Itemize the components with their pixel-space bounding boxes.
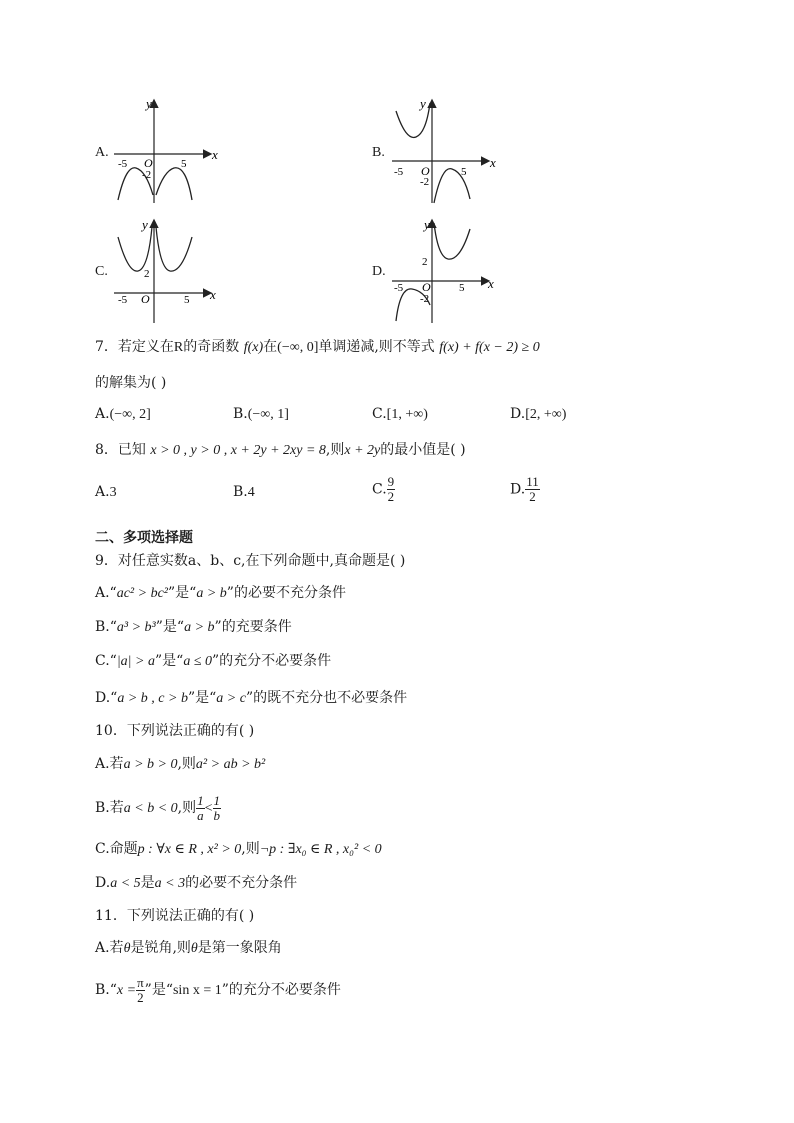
option-d-label: D. xyxy=(372,264,386,279)
curve-right xyxy=(156,227,192,271)
q9-option-d: D.“a > b , c > b”是“a > c”的既不充分也不必要条件 xyxy=(95,690,408,706)
tick-pos: 5 xyxy=(461,166,467,178)
question-8: 8．已知 x > 0 , y > 0 , x + 2y + 2xy = 8,则x + 2y的最小值是( ) xyxy=(95,442,466,458)
q8-option-a: A.3 xyxy=(95,484,117,500)
tick-pos: 5 xyxy=(459,282,465,294)
tick-neg: -5 xyxy=(394,166,404,178)
axis-label-x: x xyxy=(210,287,216,302)
question-7-line2: 的解集为( ) xyxy=(95,375,167,391)
fraction: $\frac{\pi}{2}$ xyxy=(137,974,144,1005)
q8-option-d: D. $\frac{11}{2}$ xyxy=(510,474,539,504)
tick-neg: -5 xyxy=(118,294,128,306)
option-b-label: B. xyxy=(372,145,385,160)
q7-option-b: B.(−∞, 1] xyxy=(233,406,289,422)
graph-d xyxy=(390,215,502,327)
q11-option-b: B.“x = $\frac{\pi}{2}$ ”是“sin x = 1”的充分不必要条件 xyxy=(95,974,341,1005)
q10-option-d: D.a < 5是a < 3的必要不充分条件 xyxy=(95,875,298,891)
q10-option-b: B.若a < b < 0,则 $\frac{1}{a}$ < $\frac{1}{b}$ xyxy=(95,792,221,823)
q10-option-c: C.命题p : ∀x ∈ R , x² > 0,则¬p : ∃x₀ ∈ R , x₀² < 0 xyxy=(95,841,382,857)
q8-option-c: C. $\frac{9}{2}$ xyxy=(372,474,395,504)
tick-y: -2 xyxy=(420,176,430,188)
q7-option-c: C.[1, +∞) xyxy=(372,406,428,422)
fraction: $\frac{1}{b}$ xyxy=(213,792,221,823)
tick-y: -2 xyxy=(142,169,152,181)
q10-option-a: A.若a > b > 0,则a² > ab > b² xyxy=(95,756,266,772)
option-c-label: C. xyxy=(95,264,108,279)
q7-option-a: A.(−∞, 2] xyxy=(95,406,151,422)
origin-label: O xyxy=(422,280,431,294)
option-a-label: A. xyxy=(95,145,109,160)
q9-option-b: B.“a³ > b³”是“a > b”的充要条件 xyxy=(95,619,292,635)
axis-label-x: x xyxy=(488,276,494,291)
q9-option-a: A.“ac² > bc²”是“a > b”的必要不充分条件 xyxy=(95,585,346,601)
axis-label-y: y xyxy=(146,96,152,111)
tick-y: 2 xyxy=(422,256,428,268)
axis-label-y: y xyxy=(420,96,426,111)
fraction: $\frac{9}{2}$ xyxy=(387,474,395,504)
section-title: 二、多项选择题 xyxy=(95,530,193,546)
axis-label-y: y xyxy=(424,217,430,232)
axis-label-y: y xyxy=(142,217,148,232)
fraction: $\frac{1}{a}$ xyxy=(197,792,204,823)
origin-label: O xyxy=(421,164,430,178)
origin-label: O xyxy=(144,156,153,170)
curve-left xyxy=(118,227,152,271)
q11-option-a: A.若θ是锐角,则θ是第一象限角 xyxy=(95,940,282,956)
origin-label: O xyxy=(141,292,150,306)
tick-pos: 5 xyxy=(184,294,190,306)
graph-c xyxy=(112,215,224,327)
question-9: 9．对任意实数a、b、c,在下列命题中,真命题是( ) xyxy=(95,553,406,569)
tick-y: 2 xyxy=(144,268,150,280)
tick-pos: 5 xyxy=(181,158,187,170)
tick-neg: -5 xyxy=(394,282,404,294)
q7-option-d: D.[2, +∞) xyxy=(510,406,567,422)
curve-right xyxy=(434,223,470,259)
tick-y2: -2 xyxy=(420,293,430,305)
axis-label-x: x xyxy=(490,155,496,170)
question-11: 11．下列说法正确的有( ) xyxy=(95,908,255,924)
fraction: $\frac{11}{2}$ xyxy=(526,474,539,504)
q8-option-b: B.4 xyxy=(233,484,255,500)
curve-right xyxy=(156,168,192,200)
graph-a xyxy=(112,95,224,207)
q9-option-c: C.“|a| > a”是“a ≤ 0”的充分不必要条件 xyxy=(95,653,332,669)
axis-label-x: x xyxy=(212,147,218,162)
question-10: 10．下列说法正确的有( ) xyxy=(95,723,255,739)
question-7: 7．若定义在R的奇函数 f(x)在(−∞, 0]单调递减,则不等式 f(x) + f(x − 2) ≥ 0 xyxy=(95,339,540,355)
tick-neg: -5 xyxy=(118,158,128,170)
graph-b xyxy=(390,95,502,207)
